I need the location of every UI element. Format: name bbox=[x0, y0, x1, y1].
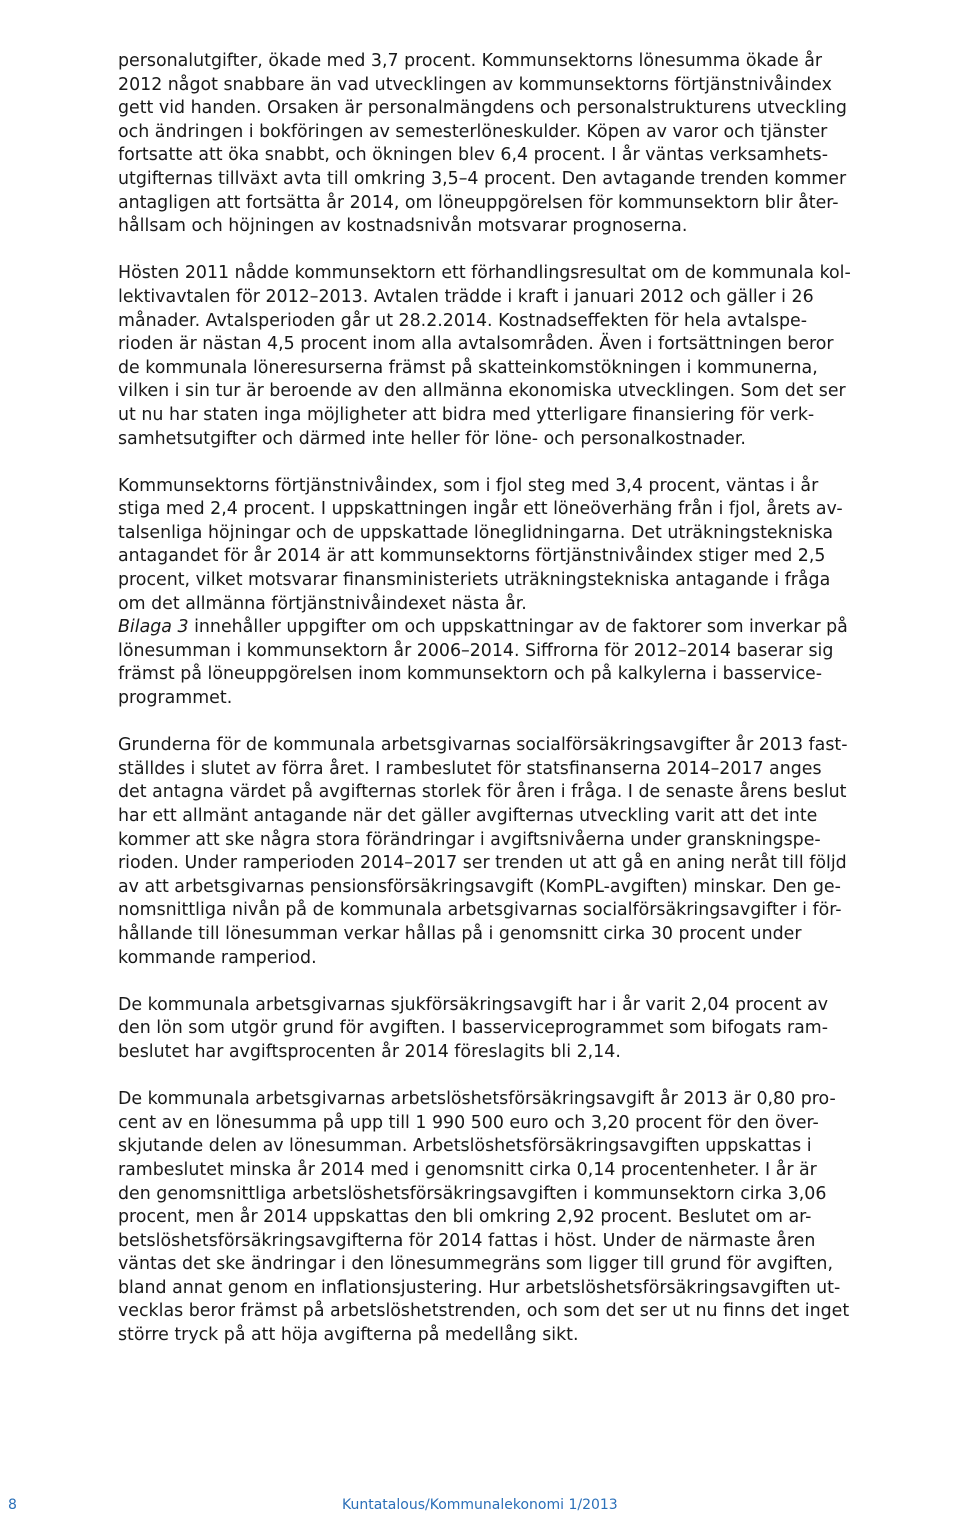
text-line: De kommunala arbetsgivarnas sjukförsäkringsavgift har i år varit 2,04 procent av bbox=[118, 994, 829, 1015]
paragraph-2 bbox=[118, 262, 944, 451]
text-line: lektivavtalen för 2012–2013. Avtalen trädde i kraft i januari 2012 och gäller i 26 bbox=[118, 286, 814, 307]
text-line: den lön som utgör grund för avgiften. I basserviceprogrammet som bifogats ram- bbox=[118, 1018, 829, 1039]
appendix-reference: Bilaga 3 bbox=[118, 617, 189, 638]
text-line: det antagna värdet på avgifternas storlek för åren i fråga. I de senaste årens beslut bbox=[118, 782, 847, 803]
publication-title: Kuntatalous/Kommunalekonomi 1/2013 bbox=[342, 1497, 618, 1513]
text-line: cent av en lönesumma på upp till 1 990 500 euro och 3,20 procent för den över- bbox=[118, 1112, 819, 1133]
text-line: har ett allmänt antagande när det gäller avgifternas utveckling varit att det inte bbox=[118, 806, 818, 826]
text-line: hållande till lönesumman verkar hållas på i genomsnitt cirka 30 procent under bbox=[118, 923, 802, 944]
text-line: Grunderna för de kommunala arbetsgivarnas socialförsäkringsavgifter år 2013 fast- bbox=[118, 735, 848, 756]
page-number: 8 bbox=[8, 1497, 17, 1513]
text-line: främst på löneuppgörelsen inom kommunsektorn och på kalkylerna i basservice- bbox=[118, 664, 822, 685]
text-line: den genomsnittliga arbetslöshetsförsäkringsavgiften i kommunsektorn cirka 3,06 bbox=[118, 1183, 827, 1204]
text-line: Hösten 2011 nådde kommunsektorn ett förhandlingsresultat om de kommunala kol- bbox=[118, 263, 851, 284]
text-line: 2012 något snabbare än vad utvecklingen av kommunsektorns förtjänstnivåindex bbox=[118, 74, 832, 95]
text-line: ut nu har staten inga möjligheter att bidra med ytterligare finansiering för verk- bbox=[118, 404, 815, 425]
text-line: rambeslutet minska år 2014 med i genomsnitt cirka 0,14 procentenheter. I år är bbox=[118, 1159, 817, 1180]
text-line: av att arbetsgivarnas pensionsförsäkringsavgift (KomPL-avgiften) minskar. Den ge- bbox=[118, 876, 841, 897]
text-line: programmet. bbox=[118, 688, 233, 709]
text-line: hållsam och höjningen av kostnadsnivån motsvarar prognoserna. bbox=[118, 216, 688, 237]
text-line: betslöshetsförsäkringsavgifterna för 2014 fattas i höst. Under de närmaste åren bbox=[118, 1230, 816, 1251]
paragraph-4 bbox=[118, 734, 944, 970]
text-segment: innehåller uppgifter om och uppskattningar av de faktorer som inverkar på bbox=[188, 617, 848, 638]
text-line: vecklas beror främst på arbetslöshetstrenden, och som det ser ut nu finns det inget bbox=[118, 1301, 850, 1322]
paragraph-1 bbox=[118, 50, 944, 239]
text-line: procent, men år 2014 uppskattas den bli omkring 2,92 procent. Beslutet om ar- bbox=[118, 1207, 812, 1228]
text-line: personalutgifter, ökade med 3,7 procent. Kommunsektorns lönesumma ökade år bbox=[118, 51, 822, 71]
text-line: månader. Avtalsperioden går ut 28.2.2014. Kostnadseffekten för hela avtalspe- bbox=[118, 310, 807, 331]
paragraph-5 bbox=[118, 994, 944, 1065]
text-line: rioden. Under ramperioden 2014–2017 ser trenden ut att gå en aning neråt till följd bbox=[118, 853, 847, 874]
text-line: talsenliga höjningar och de uppskattade löneglidningarna. Det uträkningstekniska bbox=[118, 522, 834, 543]
text-line: samhetsutgifter och därmed inte heller för löne- och personalkostnader. bbox=[118, 428, 746, 449]
text-line: och ändringen i bokföringen av semesterlöneskulder. Köpen av varor och tjänster bbox=[118, 121, 828, 142]
text-line-with-reference bbox=[118, 616, 944, 640]
text-line: Kommunsektorns förtjänstnivåindex, som i fjol steg med 3,4 procent, väntas i år bbox=[118, 475, 819, 496]
text-line: vilken i sin tur är beroende av den allmänna ekonomiska utvecklingen. Som det ser bbox=[118, 381, 846, 402]
page-footer bbox=[0, 1496, 960, 1516]
text-line: rioden är nästan 4,5 procent inom alla avtalsområden. Även i fortsättningen beror bbox=[118, 334, 834, 355]
text-line: fortsatte att öka snabbt, och ökningen blev 6,4 procent. I år väntas verksamhets- bbox=[118, 145, 828, 166]
text-line: väntas det ske ändringar i den lönesummegräns som ligger till grund för avgiften, bbox=[118, 1254, 833, 1275]
text-line: beslutet har avgiftsprocenten år 2014 föreslagits bli 2,14. bbox=[118, 1041, 621, 1062]
text-line: bland annat genom en inflationsjustering. Hur arbetslöshetsförsäkringsavgiften ut- bbox=[118, 1277, 841, 1298]
text-line: procent, vilket motsvarar finansministeriets uträkningstekniska antagande i fråga bbox=[118, 570, 831, 591]
text-line: större tryck på att höja avgifterna på medellång sikt. bbox=[118, 1325, 579, 1346]
text-line: nomsnittliga nivån på de kommunala arbetsgivarnas socialförsäkringsavgifter i för- bbox=[118, 900, 842, 921]
text-line: ställdes i slutet av förra året. I rambeslutet för statsfinanserna 2014–2017 anges bbox=[118, 758, 822, 779]
text-line: skjutande delen av lönesumman. Arbetslöshetsförsäkringsavgiften uppskattas i bbox=[118, 1136, 812, 1157]
text-line: kommande ramperiod. bbox=[118, 947, 317, 968]
text-line: lönesumman i kommunsektorn år 2006–2014. Siffrorna för 2012–2014 baserar sig bbox=[118, 640, 834, 661]
text-line: de kommunala löneresurserna främst på skatteinkomstökningen i kommunerna, bbox=[118, 357, 818, 378]
paragraph-6 bbox=[118, 1088, 944, 1348]
text-line: antagligen att fortsätta år 2014, om löneuppgörelsen för kommunsektorn blir åter- bbox=[118, 192, 839, 213]
document-body bbox=[118, 50, 944, 1348]
text-line: kommer att ske några stora förändringar i avgiftsnivåerna under granskningspe- bbox=[118, 829, 821, 850]
text-line: om det allmänna förtjänstnivåindexet nästa år. bbox=[118, 593, 527, 614]
paragraph-3 bbox=[118, 475, 944, 711]
text-line: antagandet för år 2014 är att kommunsektorns förtjänstnivåindex stiger med 2,5 bbox=[118, 546, 826, 567]
text-line: De kommunala arbetsgivarnas arbetslöshetsförsäkringsavgift år 2013 är 0,80 pro- bbox=[118, 1089, 836, 1110]
text-line: stiga med 2,4 procent. I uppskattningen ingår ett löneöverhäng från i fjol, årets av- bbox=[118, 499, 843, 520]
text-line: gett vid handen. Orsaken är personalmängdens och personalstrukturens utveckling bbox=[118, 98, 847, 119]
text-line: utgifternas tillväxt avta till omkring 3,5–4 procent. Den avtagande trenden kommer bbox=[118, 168, 847, 189]
